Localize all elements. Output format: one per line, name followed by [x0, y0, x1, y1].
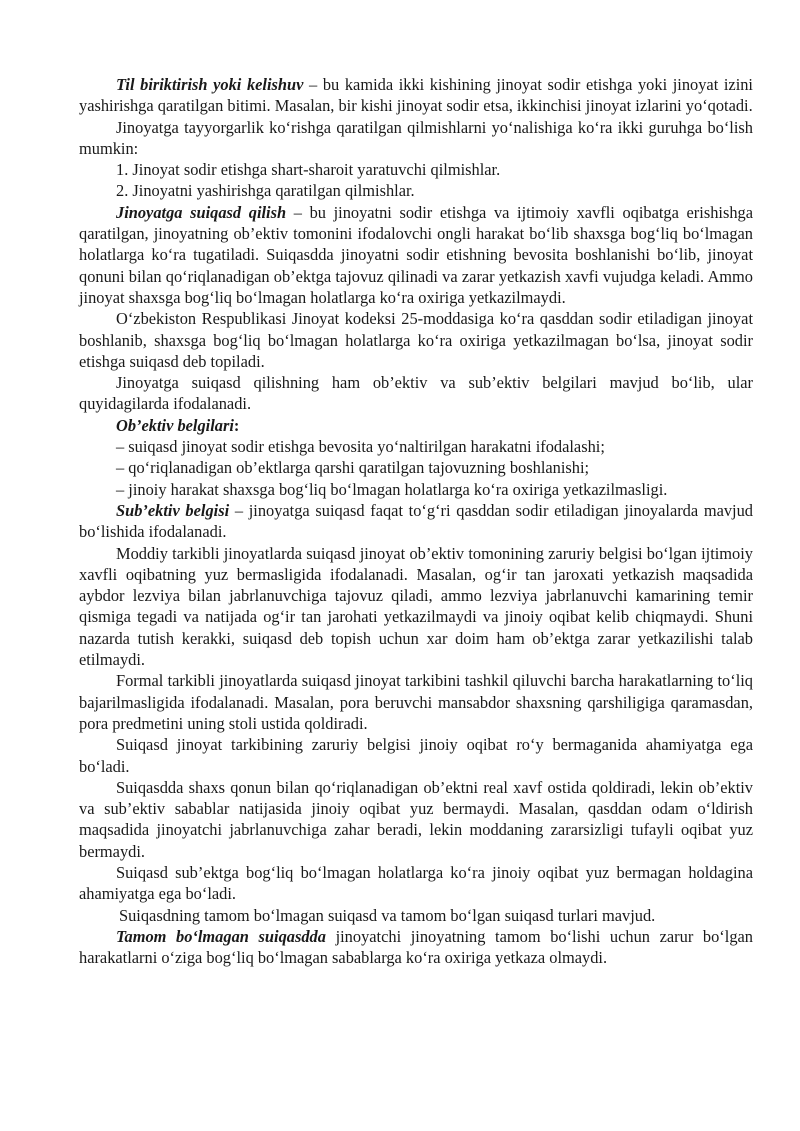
dash-item-1: [79, 436, 753, 457]
term-til-biriktirish: Til biriktirish yoki kelishuv: [116, 75, 304, 94]
paragraph-real-xavf: [79, 777, 753, 862]
paragraph-text: Suiqasdda shaxs qonun bilan qo‘riqlanadigan ob’ektni real xavf ostida qoldiradi, lekin ob’ektiv va sub’ektiv sabablar natijasida jinoiy oqibat yuz bermaydi. Masalan, qasddan odam o‘ldirish maqsadida jinoyatchi jabrlanuvchiga zahar beradi, lekin moddaning zararsizligi tufayli oqibat yuz bermaydi.: [79, 777, 753, 861]
paragraph-text: O‘zbekiston Respublikasi Jinoyat kodeksi 25-moddasiga ko‘ra qasddan sodir etiladigan jinoyat boshlanib, shaxsga bog‘liq bo‘lmagan holatlarga ko‘ra oxiriga yetkazilmagan bo‘lsa, jinoyat sodir etishga suiqasd deb topiladi.: [79, 309, 753, 371]
paragraph-suiqasd-turlari: [79, 905, 753, 926]
paragraph-text: – suiqasd jinoyat sodir etishga bevosita yo‘naltirilgan harakatni ifodalashi;: [116, 437, 605, 457]
paragraph-text: – bu jinoyatni sodir etishga va ijtimoiy xavfli oqibatga erishishga qaratilgan, jinoyatning ob’ektiv tomonini ifodalovchi ongli harakat bo‘lib shaxsga bog‘liq bo‘lmagan holatlarga ko‘ra tugatiladi. Suiqasdda jinoyatni sodir etishning bevosita boshlanishi bo‘lib, jinoyat qonuni bilan qo‘riqlanadigan ob’ektga tajovuz qilinadi va zarar yetkazish xavfi vujudga keladi. Ammo jinoyat shaxsga bog‘liq bo‘lmagan holatlarga ko‘ra oxiriga yetkazilmaydi.: [79, 202, 753, 307]
paragraph-tamom-bolmagan: [79, 926, 753, 969]
paragraph-text: jinoyatchi jinoyatning tamom bo‘lishi uchun zarur bo‘lgan harakatlarni o‘ziga bog‘liq bo‘lmagan sabablarga ko‘ra oxiriga yetkaza olmaydi.: [79, 926, 753, 968]
heading-colon: :: [233, 415, 240, 435]
paragraph-ahamiyatga-ega: [79, 862, 753, 905]
paragraph-moddiy-tarkibli: [79, 543, 753, 671]
term-tamom-bolmagan: Tamom bo‘lmagan suiqasdda: [116, 926, 326, 946]
paragraph-text: Jinoyatga suiqasd qilishning ham ob’ektiv va sub’ektiv belgilari mavjud bo‘lib, ular quyidagilarda ifodalanadi.: [79, 373, 753, 414]
heading-obektiv-belgilari: [79, 415, 753, 436]
list-item-1: [79, 159, 753, 180]
paragraph-text: Moddiy tarkibli jinoyatlarda suiqasd jinoyat ob’ektiv tomonining zaruriy belgisi bo‘lgan ijtimoiy xavfli oqibatning yuz bermasligida ifodalanadi. Masalan, og‘ir tan jaroxati yetkazish maqsadida aybdor lezviya bilan jabrlanuvchiga tajovuz qiladi, ammo lezviya jabrlanuvchi kamarining temir qismiga tegadi va natijada og‘ir tan jarohati yetkazilmaydi va jinoiy oqibat kelib chiqmaydi. Shuni nazarda tutish kerakki, suiqasd deb topish uchun xar doim ham ob’ektga zarar yetkazilishi talab etilmaydi.: [79, 543, 753, 670]
paragraph-text: – qo‘riqlanadigan ob’ektlarga qarshi qaratilgan tajovuzning boshlanishi;: [116, 458, 590, 478]
paragraph-text: 1. Jinoyat sodir etishga shart-sharoit yaratuvchi qilmishlar.: [116, 160, 501, 180]
paragraph-text: – jinoyatga suiqasd faqat to‘g‘ri qasddan sodir etiladigan jinoyalarda mavjud bo‘lishida ifodalanadi.: [79, 500, 753, 542]
paragraph-tayyorgarlik: [79, 117, 753, 160]
paragraph-text: – jinoiy harakat shaxsga bog‘liq bo‘lmagan holatlarga ko‘ra oxiriga yetkazilmasligi.: [116, 479, 668, 499]
paragraph-kodeks: [79, 308, 753, 372]
paragraph-subektiv-belgisi: [79, 500, 753, 543]
term-suiqasd-qilish: Jinoyatga suiqasd qilish: [116, 202, 287, 222]
term-subektiv-belgisi: Sub’ektiv belgisi: [116, 500, 230, 520]
paragraph-text: Jinoyatga tayyorgarlik ko‘rishga qaratilgan qilmishlarni yo‘nalishiga ko‘ra ikki guruhga bo‘lish mumkin:: [79, 117, 753, 158]
paragraph-suiqasd-qilish: [79, 202, 753, 308]
paragraph-til-biriktirish: [79, 74, 753, 117]
paragraph-text: 2. Jinoyatni yashirishga qaratilgan qilmishlar.: [116, 181, 415, 201]
term-obektiv-belgilari: Ob’ektiv belgilari: [116, 415, 234, 435]
paragraph-text: Formal tarkibli jinoyatlarda suiqasd jinoyat tarkibini tashkil qiluvchi barcha harakatlarning to‘liq bajarilmasligida ifodalanadi. Masalan, pora beruvchi mansabdor shaxsning qarshiligiga qaramasdan, pora predmetini uning stoli ustida qoldiradi.: [79, 671, 753, 733]
paragraph-formal-tarkibli: [79, 670, 753, 734]
paragraph-text: – bu kamida ikki kishining jinoyat sodir etishga yoki jinoyat izini yashirishga qaratilgan bitimi. Masalan, bir kishi jinoyat sodir etsa, ikkinchisi jinoyat izlarini yo‘qotadi.: [79, 75, 753, 116]
dash-item-2: [79, 457, 753, 478]
paragraph-text: Suiqasd sub’ektga bog‘liq bo‘lmagan holatlarga ko‘ra jinoiy oqibat yuz bermagan holdagina ahamiyatga ega bo‘ladi.: [79, 862, 753, 904]
paragraph-text: Suiqasd jinoyat tarkibining zaruriy belgisi jinoiy oqibat ro‘y bermaganida ahamiyatga ega bo‘ladi.: [79, 735, 753, 776]
paragraph-zaruriy-belgisi: [79, 734, 753, 777]
paragraph-belgilari: [79, 372, 753, 415]
dash-item-3: [79, 479, 753, 500]
list-item-2: [79, 180, 753, 201]
paragraph-text: Suiqasdning tamom bo‘lmagan suiqasd va tamom bo‘lgan suiqasd turlari mavjud.: [119, 905, 656, 925]
